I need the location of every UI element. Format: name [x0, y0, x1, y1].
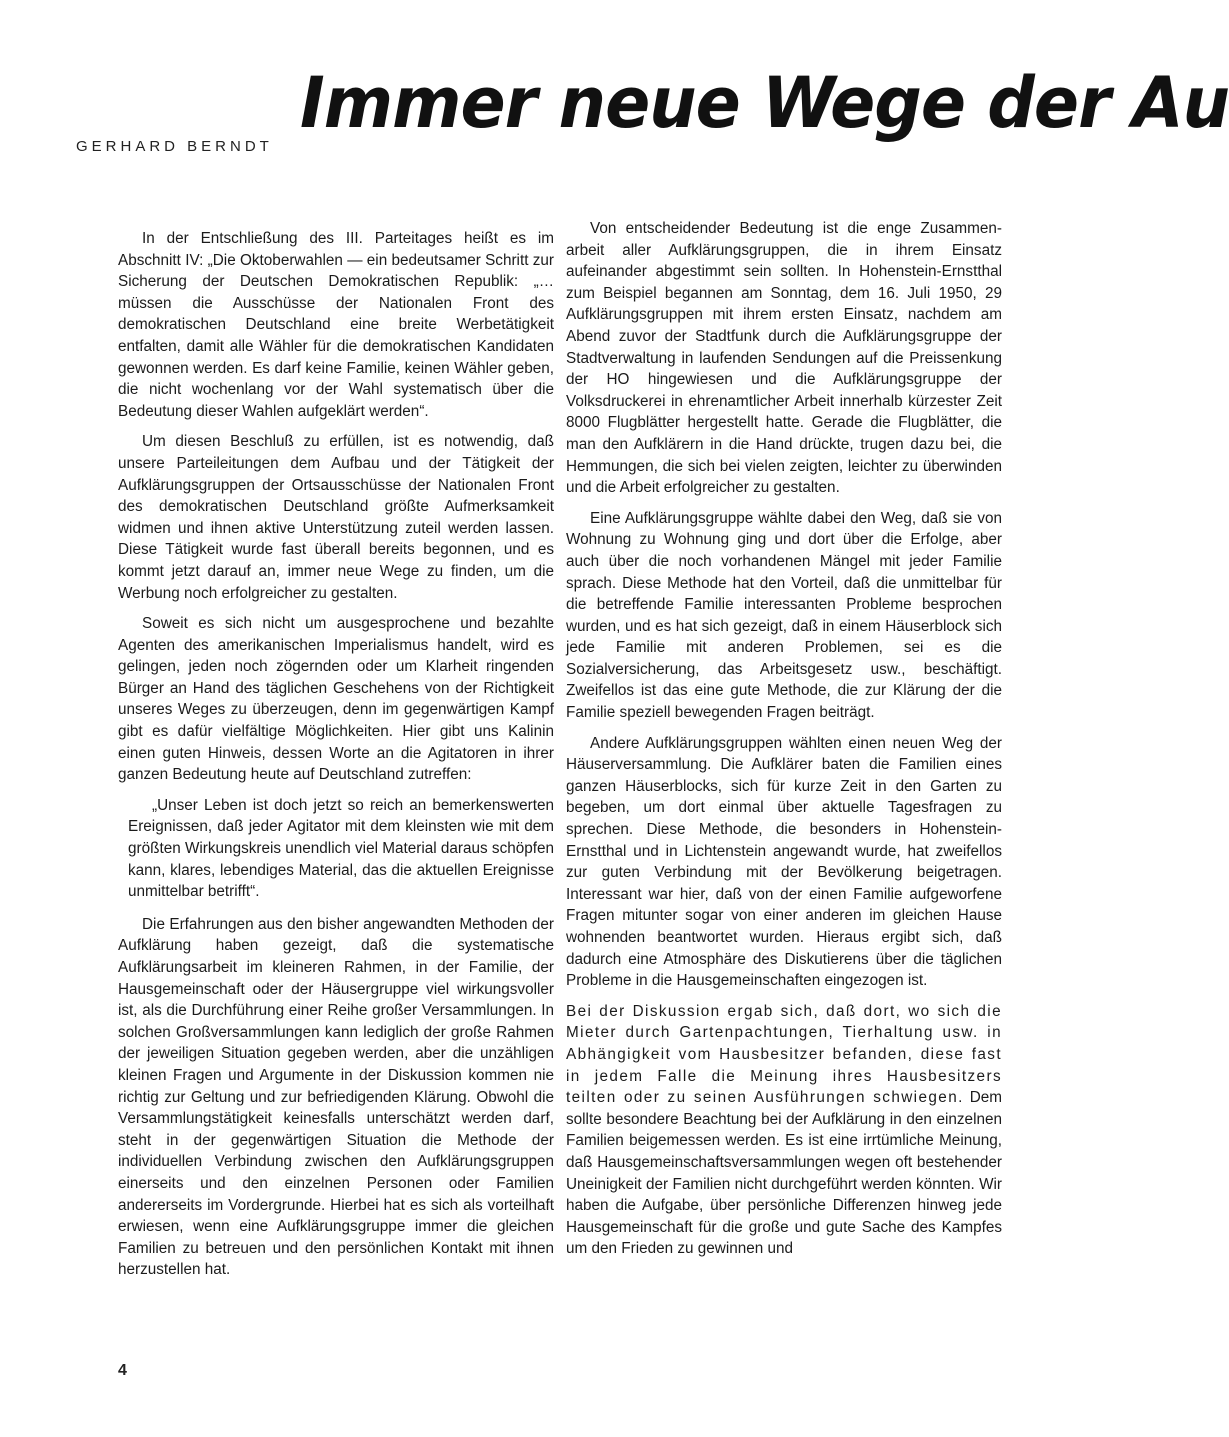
- paragraph: Die Erfahrungen aus den bisher angewandten Methoden der Aufklärung haben gezeigt, daß die systematische Aufklärungsarbeit im kleineren Rahmen, in der Familie, der Hausgemeinschaft oder der Häusergruppe viel wirkungsvoller ist, als die Durchführung einer Reihe großer Versammlungen. In solchen Großversammlungen kann lediglich der große Rahmen der jeweiligen Situation gegeben werden, aber die unzähligen kleinen Fragen und Argumente in der Diskussion kommen nie richtig zur Geltung und zur befriedigenden Klärung. Obwohl die Versammlungstätigkeit keinesfalls unterschätzt werden darf, steht in der gegenwärtigen Situation die Methode der individuellen Verbindung zwischen den Aufklärungsgruppen einerseits und den einzelnen Personen oder Familien andererseits im Vordergrunde. Hierbei hat es sich als vorteilhaft erwiesen, wenn eine Aufklärungsgruppe immer die gleichen Familien zu betreuen und den persönlichen Kontakt mit ihnen herzustellen hat.: [118, 915, 554, 1279]
- article-headline: Immer neue Wege der Au: [300, 62, 1229, 144]
- paragraph-spaced: Bei der Diskussion ergab sich, daß dort, wo sich die Mieter durch Gartenpachtungen, Tierhaltung usw. in Abhängigkeit vom Hausbesitzer befanden, diese fast in jedem Falle die Meinung ihres Hausbesitzers teilten oder zu seinen Ausführungen schwiegen.: [566, 1002, 1002, 1107]
- right-column: [566, 218, 1002, 1260]
- paragraph: In der Entschließung des III. Parteitages heißt es im Abschnitt IV: „Die Oktoberwahlen — ein bedeutsamer Schritt zur Sicherung der Deutschen Demokratischen Republik: „… müssen die Ausschüsse der Nationalen Front des demokratischen Deutschland eine breite Werbetätigkeit entfalten, damit alle Wähler für die demokratischen Kandidaten gewonnen werden. Es darf keine Familie, keinen Wähler geben, die nicht wochenlang vor der Wahl systematisch über die Bedeutung dieser Wahlen aufgeklärt werden“.: [118, 230, 554, 420]
- paragraph: Von entscheidender Bedeutung ist die enge Zusammenarbeit aller Aufklärungsgruppen, die in ihrem Einsatz aufeinander abgestimmt sein sollten. In Hohenstein-Ernstthal zum Beispiel begannen am Sonntag, dem 16. Juli 1950, 29 Aufklärungsgruppen mit ihrem ersten Einsatz, nachdem am Abend zuvor der Stadtfunk durch die Aufklärungsgruppe der Stadtverwaltung in laufenden Sendungen auf die Preissenkung der HO hingewiesen und die Aufklärungsgruppe der Volksdruckerei in ehrenamtlicher Arbeit innerhalb kürzester Zeit 8000 Flugblätter hergestellt hatte. Gerade die Flugblätter, die man den Aufklärern in die Hand drückte, trugen dazu bei, die Hemmungen, die sich bei vielen zeigten, leichter zu überwinden und die Arbeit erfolgreicher zu gestalten.: [566, 220, 1002, 497]
- paragraph: Eine Aufklärungsgruppe wählte dabei den Weg, daß sie von Wohnung zu Wohnung ging und dort über die Erfolge, aber auch über die noch vorhandenen Mängel mit jeder Familie sprach. Diese Methode hat den Vorteil, daß die unmittelbar für die betreffende Familie interessanten Probleme besprochen wurden, und es hat sich gezeigt, daß in einem Häuserblock sich jede Familie mit anderen Problemen, sei es die Sozialversicherung, das Arbeitsgesetz usw., beschäftigt. Zweifellos ist das eine gute Methode, die zur Klärung der die Familie speziell bewegenden Fragen beiträgt.: [566, 509, 1002, 722]
- paragraph: Andere Aufklärungsgruppen wählten einen neuen Weg der Häuserversammlung. Die Aufklärer baten die Familien eines ganzen Häuserblocks, sich für kurze Zeit in den Garten zu begeben, um dort einmal über aktuelle Tagesfragen zu sprechen. Diese Methode, die besonders in Hohenstein-Ernstthal und in Lichtenstein angewandt wurde, hat zweifellos zur guten Verbindung mit der Bevölkerung beigetragen. Interessant war hier, daß von der einen Familie aufgeworfene Fragen mitunter sogar von einer anderen im gleichen Hause wohnenden beantwortet wurden. Hieraus ergibt sich, daß dadurch eine Atmosphäre des Diskutierens über die täglichen Probleme in die Hausgemeinschaften eingezogen ist.: [566, 734, 1002, 990]
- paragraph: Soweit es sich nicht um ausgesprochene und bezahlte Agenten des amerikanischen Imperialismus handelt, wird es gelingen, jeden noch zögernden oder um Klarheit ringenden Bürger an Hand des täglichen Geschehens von der Richtigkeit unseres Weges zu überzeugen, denn im gegenwärtigen Kampf gibt es dafür vielfältige Möglichkeiten. Hier gibt uns Kalinin einen guten Hinweis, dessen Worte an die Agitatoren in ihrer ganzen Bedeutung heute auf Deutschland zutreffen:: [118, 615, 554, 784]
- left-column: [118, 228, 554, 1290]
- paragraph-continuation: Dem sollte besondere Beachtung bei der Aufklärung in den einzelnen Familien beigemessen werden. Es ist eine irrtümliche Meinung, daß Hausgemeinschaftsversammlungen wegen oft bestehender Uneinigkeit der Familien nicht durchgeführt werden könnten. Wir haben die Aufgabe, über persönliche Differenzen hinweg jede Hausgemeinschaft für die große und gute Sache des Kampfes um den Frieden zu gewinnen und: [566, 1089, 1002, 1258]
- author-name: GERHARD BERNDT: [76, 138, 273, 155]
- kalinin-quote: „Unser Leben ist doch jetzt so reich an bemerkenswerten Ereignissen, daß jeder Agitator mit dem kleinsten wie mit dem größten Wirkungskreis unendlich viel Material daraus schöpfen kann, klares, lebendiges Material, das die aktuellen Ereignisse unmittelbar betrifft“.: [128, 796, 554, 901]
- paragraph: Um diesen Beschluß zu erfüllen, ist es notwendig, daß unsere Parteileitungen dem Aufbau und der Tätigkeit der Aufklärungsgruppen der Ortsausschüsse der Nationalen Front des demokratischen Deutschland größte Aufmerksamkeit widmen und ihnen aktive Unterstützung zuteil werden lassen. Diese Tätigkeit wurde fast überall bereits begonnen, und es kommt jetzt darauf an, immer neue Wege zu finden, um die Werbung noch erfolgreicher zu gestalten.: [118, 433, 554, 602]
- page-number: 4: [118, 1362, 127, 1379]
